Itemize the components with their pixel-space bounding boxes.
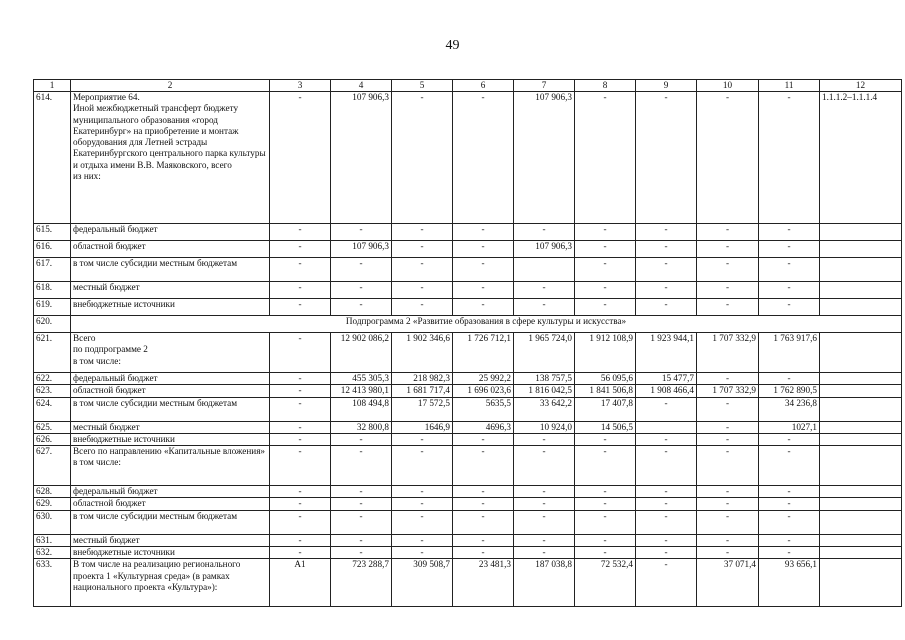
cell-col-12 — [820, 433, 902, 445]
cell-col-9: - — [636, 534, 697, 546]
row-number: 614. — [34, 92, 71, 224]
cell-col-12 — [820, 333, 902, 373]
row-number: 616. — [34, 241, 71, 258]
cell-col-12 — [820, 498, 902, 510]
cell-col-7: 138 757,5 — [514, 373, 575, 385]
table-row — [34, 241, 902, 258]
cell-col-10: - — [697, 486, 759, 498]
cell-col-10: - — [697, 446, 759, 486]
cell-col-7: - — [514, 446, 575, 486]
cell-col-4: - — [331, 547, 392, 559]
cell-col-4: 107 906,3 — [331, 241, 392, 258]
cell-col-4: - — [331, 282, 392, 299]
row-number: 632. — [34, 547, 71, 559]
cell-col-10: - — [697, 241, 759, 258]
header-cell: 5 — [392, 80, 453, 92]
cell-col-7: 10 924,0 — [514, 421, 575, 433]
cell-col-5: - — [392, 282, 453, 299]
cell-col-10: - — [697, 92, 759, 224]
row-name: федеральный бюджет — [71, 486, 270, 498]
table-row — [34, 534, 902, 546]
cell-col-6: - — [453, 241, 514, 258]
cell-col-3: - — [270, 498, 331, 510]
cell-col-9: 15 477,7 — [636, 373, 697, 385]
cell-col-6: - — [453, 282, 514, 299]
cell-col-7: - — [514, 534, 575, 546]
cell-col-9: - — [636, 510, 697, 534]
cell-col-5: - — [392, 224, 453, 241]
cell-col-4: - — [331, 534, 392, 546]
cell-col-4: 12 902 086,2 — [331, 333, 392, 373]
cell-col-12 — [820, 258, 902, 282]
cell-col-6: 23 481,3 — [453, 559, 514, 607]
cell-col-4: 108 494,8 — [331, 397, 392, 421]
row-name: внебюджетные источники — [71, 547, 270, 559]
cell-col-12 — [820, 241, 902, 258]
row-name: местный бюджет — [71, 282, 270, 299]
cell-col-9: - — [636, 258, 697, 282]
cell-col-9: - — [636, 299, 697, 316]
cell-col-9: - — [636, 397, 697, 421]
header-cell: 8 — [575, 80, 636, 92]
cell-col-12 — [820, 486, 902, 498]
cell-col-11: - — [759, 241, 820, 258]
cell-col-10: - — [697, 397, 759, 421]
cell-col-7: - — [514, 282, 575, 299]
cell-col-7: 187 038,8 — [514, 559, 575, 607]
table-row — [34, 547, 902, 559]
cell-col-11: - — [759, 510, 820, 534]
cell-col-3: - — [270, 486, 331, 498]
cell-col-8: 17 407,8 — [575, 397, 636, 421]
cell-col-8: 72 532,4 — [575, 559, 636, 607]
cell-col-7: 1 965 724,0 — [514, 333, 575, 373]
row-name: в том числе субсидии местным бюджетам — [71, 510, 270, 534]
table-row — [34, 421, 902, 433]
row-name: областной бюджет — [71, 498, 270, 510]
cell-col-6: - — [453, 258, 514, 282]
cell-col-4: 32 800,8 — [331, 421, 392, 433]
cell-col-9: - — [636, 498, 697, 510]
row-name: в том числе субсидии местным бюджетам — [71, 258, 270, 282]
header-cell: 4 — [331, 80, 392, 92]
cell-col-4: - — [331, 433, 392, 445]
cell-col-6: - — [453, 299, 514, 316]
cell-col-7: - — [514, 433, 575, 445]
row-number: 626. — [34, 433, 71, 445]
cell-col-6: - — [453, 534, 514, 546]
table-row — [34, 224, 902, 241]
cell-col-3: - — [270, 241, 331, 258]
header-cell: 10 — [697, 80, 759, 92]
cell-col-12 — [820, 282, 902, 299]
cell-col-11: - — [759, 299, 820, 316]
cell-col-11: - — [759, 446, 820, 486]
row-name: Мероприятие 64. Иной межбюджетный трансферт бюджету муниципального образования «город Екатеринбург» на приобретение и монтаж оборудования для Летней эстрады Екатеринбургского центрального парка культуры и отдыха имени В.В. Маяковского, всего из них: — [71, 92, 270, 224]
cell-col-12 — [820, 299, 902, 316]
cell-col-4: 107 906,3 — [331, 92, 392, 224]
cell-col-5: - — [392, 547, 453, 559]
cell-col-10: - — [697, 510, 759, 534]
cell-col-5: 1 681 717,4 — [392, 385, 453, 397]
cell-col-5: 1646,9 — [392, 421, 453, 433]
cell-col-8: - — [575, 92, 636, 224]
cell-col-12 — [820, 446, 902, 486]
header-cell: 7 — [514, 80, 575, 92]
table-row — [34, 282, 902, 299]
cell-col-5: - — [392, 446, 453, 486]
page-number: 49 — [445, 38, 460, 53]
cell-col-6: - — [453, 92, 514, 224]
cell-col-10: 1 707 332,9 — [697, 333, 759, 373]
cell-col-7: - — [514, 224, 575, 241]
cell-col-9: - — [636, 433, 697, 445]
cell-col-8: - — [575, 258, 636, 282]
cell-col-7: 1 816 042,5 — [514, 385, 575, 397]
cell-col-8: - — [575, 510, 636, 534]
cell-col-5: - — [392, 510, 453, 534]
cell-col-5: - — [392, 433, 453, 445]
cell-col-8: - — [575, 486, 636, 498]
cell-col-4: 455 305,3 — [331, 373, 392, 385]
row-name: внебюджетные источники — [71, 299, 270, 316]
cell-col-3: - — [270, 397, 331, 421]
table-row — [34, 498, 902, 510]
cell-col-7: - — [514, 486, 575, 498]
cell-col-9: - — [636, 547, 697, 559]
row-name: Всего по направлению «Капитальные вложения» в том числе: — [71, 446, 270, 486]
cell-col-4: - — [331, 486, 392, 498]
cell-col-12 — [820, 534, 902, 546]
cell-col-8: - — [575, 241, 636, 258]
cell-col-8: - — [575, 282, 636, 299]
cell-col-3: - — [270, 510, 331, 534]
row-name: в том числе субсидии местным бюджетам — [71, 397, 270, 421]
cell-col-4: - — [331, 446, 392, 486]
cell-col-10: - — [697, 373, 759, 385]
cell-col-3: - — [270, 92, 331, 224]
cell-col-6: - — [453, 224, 514, 241]
cell-col-8: - — [575, 299, 636, 316]
cell-col-3: - — [270, 299, 331, 316]
cell-col-10: - — [697, 547, 759, 559]
cell-col-11: - — [759, 534, 820, 546]
table-row — [34, 92, 902, 224]
row-name: областной бюджет — [71, 241, 270, 258]
cell-col-4: - — [331, 258, 392, 282]
cell-col-6: 4696,3 — [453, 421, 514, 433]
cell-col-10: - — [697, 258, 759, 282]
cell-col-6: - — [453, 547, 514, 559]
row-number: 620. — [34, 316, 71, 333]
cell-col-11: - — [759, 547, 820, 559]
cell-col-6: - — [453, 510, 514, 534]
cell-col-5: - — [392, 498, 453, 510]
table-header-row — [34, 80, 902, 92]
cell-col-6: - — [453, 498, 514, 510]
cell-col-8: - — [575, 446, 636, 486]
table-row — [34, 373, 902, 385]
row-name: В том числе на реализацию регионального проекта 1 «Культурная среда» (в рамках национального проекта «Культура»): — [71, 559, 270, 607]
cell-col-11: 93 656,1 — [759, 559, 820, 607]
row-number: 631. — [34, 534, 71, 546]
table-row — [34, 510, 902, 534]
table-row — [34, 559, 902, 607]
cell-col-8: - — [575, 547, 636, 559]
cell-col-6: 1 726 712,1 — [453, 333, 514, 373]
table-row — [34, 433, 902, 445]
cell-col-6: - — [453, 433, 514, 445]
cell-col-5: 17 572,5 — [392, 397, 453, 421]
cell-col-8: - — [575, 433, 636, 445]
cell-col-3: - — [270, 421, 331, 433]
cell-col-5: - — [392, 241, 453, 258]
cell-col-10: 37 071,4 — [697, 559, 759, 607]
row-name: местный бюджет — [71, 421, 270, 433]
header-cell: 9 — [636, 80, 697, 92]
cell-col-7: 107 906,3 — [514, 241, 575, 258]
table-row — [34, 385, 902, 397]
table-row — [34, 446, 902, 486]
row-number: 624. — [34, 397, 71, 421]
cell-col-12 — [820, 373, 902, 385]
cell-col-10: - — [697, 282, 759, 299]
row-name: областной бюджет — [71, 385, 270, 397]
cell-col-9: 1 908 466,4 — [636, 385, 697, 397]
row-number: 618. — [34, 282, 71, 299]
header-cell: 3 — [270, 80, 331, 92]
cell-col-3: - — [270, 446, 331, 486]
cell-col-9: 1 923 944,1 — [636, 333, 697, 373]
cell-col-9: - — [636, 92, 697, 224]
cell-col-12 — [820, 510, 902, 534]
cell-col-11: - — [759, 258, 820, 282]
section-row — [34, 316, 902, 333]
header-cell: 1 — [34, 80, 71, 92]
cell-col-11: - — [759, 282, 820, 299]
cell-col-11: - — [759, 486, 820, 498]
cell-col-10: - — [697, 299, 759, 316]
cell-col-4: - — [331, 299, 392, 316]
cell-col-8: - — [575, 498, 636, 510]
cell-col-12 — [820, 397, 902, 421]
table-row — [34, 258, 902, 282]
header-cell: 6 — [453, 80, 514, 92]
cell-col-7 — [514, 258, 575, 282]
cell-col-11: 1027,1 — [759, 421, 820, 433]
cell-col-3: - — [270, 258, 331, 282]
row-name: Всего по подпрограмме 2 в том числе: — [71, 333, 270, 373]
cell-col-12 — [820, 224, 902, 241]
cell-col-11: - — [759, 224, 820, 241]
cell-col-5: - — [392, 92, 453, 224]
row-name: внебюджетные источники — [71, 433, 270, 445]
header-cell: 11 — [759, 80, 820, 92]
cell-col-5: - — [392, 534, 453, 546]
row-name: местный бюджет — [71, 534, 270, 546]
cell-col-12 — [820, 385, 902, 397]
cell-col-10: 1 707 332,9 — [697, 385, 759, 397]
cell-col-9: - — [636, 486, 697, 498]
cell-col-12 — [820, 421, 902, 433]
cell-col-4: - — [331, 510, 392, 534]
cell-col-11: - — [759, 373, 820, 385]
cell-col-12 — [820, 559, 902, 607]
cell-col-5: - — [392, 486, 453, 498]
row-number: 633. — [34, 559, 71, 607]
cell-col-11: - — [759, 498, 820, 510]
header-cell: 2 — [71, 80, 270, 92]
cell-col-7: - — [514, 547, 575, 559]
cell-col-11: 1 763 917,6 — [759, 333, 820, 373]
cell-col-9: - — [636, 446, 697, 486]
row-number: 615. — [34, 224, 71, 241]
cell-col-6: - — [453, 486, 514, 498]
cell-col-10: - — [697, 433, 759, 445]
cell-col-6: 1 696 023,6 — [453, 385, 514, 397]
cell-col-9: - — [636, 241, 697, 258]
cell-col-11: - — [759, 433, 820, 445]
cell-col-9: - — [636, 559, 697, 607]
cell-col-3: - — [270, 534, 331, 546]
cell-col-8: 1 912 108,9 — [575, 333, 636, 373]
cell-col-3: А1 — [270, 559, 331, 607]
cell-col-10: - — [697, 498, 759, 510]
cell-col-3: - — [270, 373, 331, 385]
cell-col-8: 1 841 506,8 — [575, 385, 636, 397]
cell-col-11: 1 762 890,5 — [759, 385, 820, 397]
cell-col-5: 218 982,3 — [392, 373, 453, 385]
cell-col-4: - — [331, 498, 392, 510]
row-number: 625. — [34, 421, 71, 433]
table-row — [34, 486, 902, 498]
cell-col-6: 5635,5 — [453, 397, 514, 421]
cell-col-5: - — [392, 258, 453, 282]
row-number: 623. — [34, 385, 71, 397]
row-name: федеральный бюджет — [71, 373, 270, 385]
cell-col-7: - — [514, 510, 575, 534]
cell-col-8: 56 095,6 — [575, 373, 636, 385]
cell-col-7: 107 906,3 — [514, 92, 575, 224]
cell-col-10: - — [697, 224, 759, 241]
section-title: Подпрограмма 2 «Развитие образования в сфере культуры и искусства» — [71, 316, 902, 333]
cell-col-3: - — [270, 333, 331, 373]
cell-col-8: - — [575, 534, 636, 546]
row-number: 621. — [34, 333, 71, 373]
row-number: 629. — [34, 498, 71, 510]
cell-col-3: - — [270, 433, 331, 445]
cell-col-3: - — [270, 224, 331, 241]
cell-col-7: - — [514, 498, 575, 510]
cell-col-9: - — [636, 224, 697, 241]
cell-col-11: - — [759, 92, 820, 224]
cell-col-9 — [636, 421, 697, 433]
cell-col-11: 34 236,8 — [759, 397, 820, 421]
row-number: 628. — [34, 486, 71, 498]
row-number: 617. — [34, 258, 71, 282]
cell-col-6: 25 992,2 — [453, 373, 514, 385]
cell-col-12 — [820, 547, 902, 559]
budget-table — [33, 79, 902, 607]
row-number: 627. — [34, 446, 71, 486]
cell-col-12: 1.1.1.2–1.1.1.4 — [820, 92, 902, 224]
cell-col-10: - — [697, 421, 759, 433]
cell-col-3: - — [270, 282, 331, 299]
cell-col-6: - — [453, 446, 514, 486]
cell-col-5: 309 508,7 — [392, 559, 453, 607]
row-number: 630. — [34, 510, 71, 534]
row-number: 619. — [34, 299, 71, 316]
table-row — [34, 299, 902, 316]
cell-col-4: 723 288,7 — [331, 559, 392, 607]
row-number: 622. — [34, 373, 71, 385]
cell-col-3: - — [270, 547, 331, 559]
cell-col-5: 1 902 346,6 — [392, 333, 453, 373]
cell-col-4: 12 413 980,1 — [331, 385, 392, 397]
cell-col-5: - — [392, 299, 453, 316]
cell-col-10: - — [697, 534, 759, 546]
table-row — [34, 333, 902, 373]
cell-col-9: - — [636, 282, 697, 299]
cell-col-7: 33 642,2 — [514, 397, 575, 421]
cell-col-8: - — [575, 224, 636, 241]
cell-col-3: - — [270, 385, 331, 397]
cell-col-7: - — [514, 299, 575, 316]
row-name: федеральный бюджет — [71, 224, 270, 241]
cell-col-8: 14 506,5 — [575, 421, 636, 433]
header-cell: 12 — [820, 80, 902, 92]
cell-col-4: - — [331, 224, 392, 241]
table-row — [34, 397, 902, 421]
